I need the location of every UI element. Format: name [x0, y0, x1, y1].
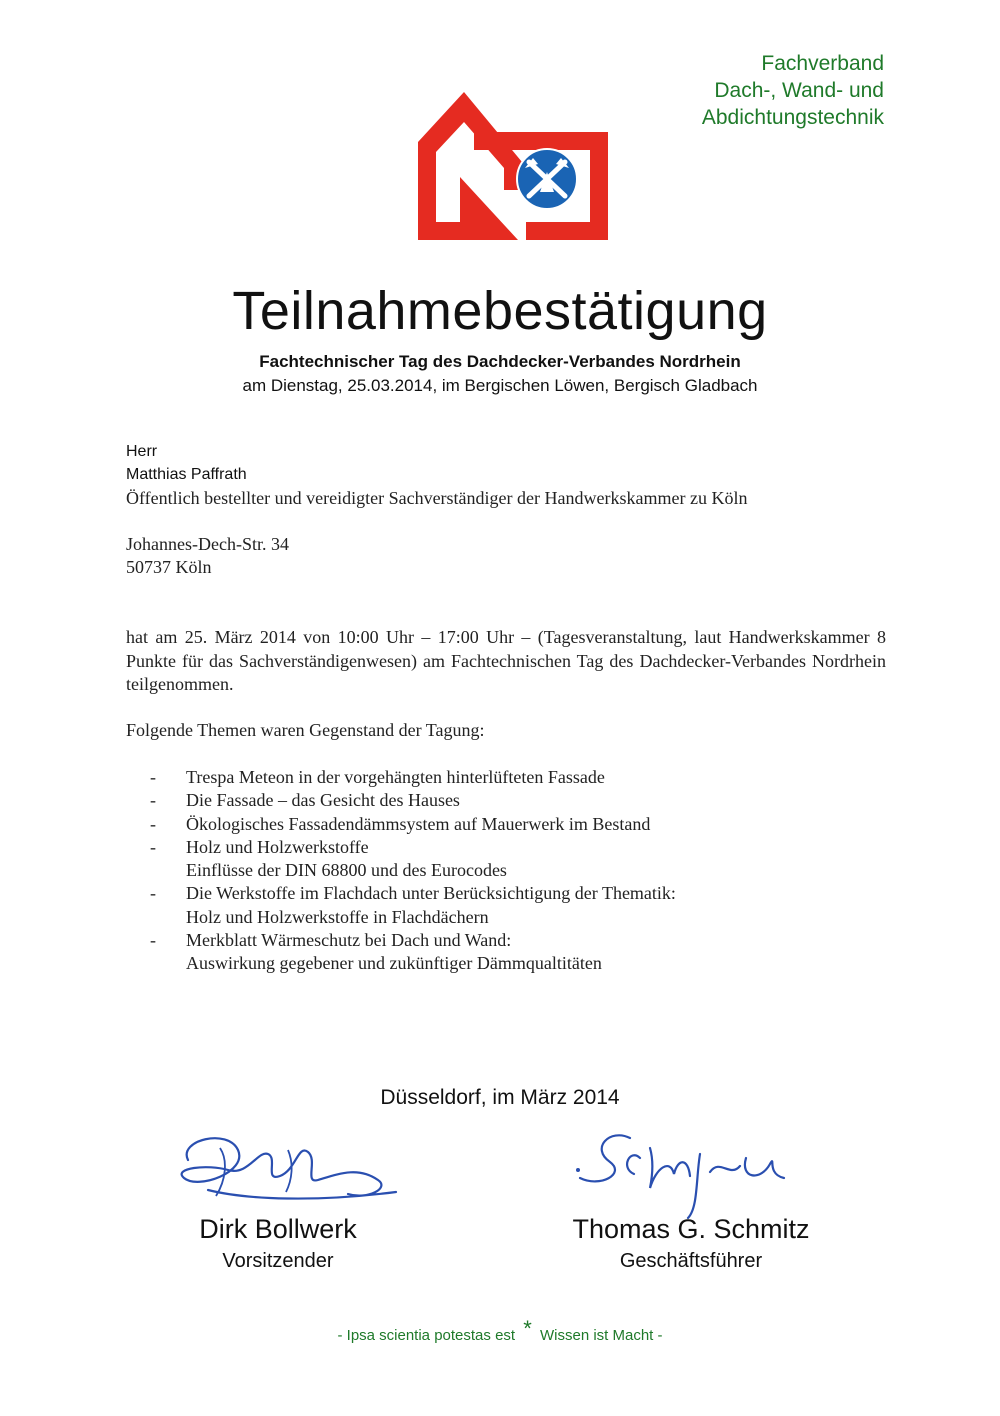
list-dash: -	[150, 836, 156, 857]
motto-star: *	[523, 1316, 532, 1341]
topic-line: Merkblatt Wärmeschutz bei Dach und Wand:	[186, 930, 512, 951]
list-item	[150, 766, 850, 789]
topic-line: Trespa Meteon in der vorgehängten hinterlüfteten Fassade	[186, 767, 605, 787]
page-title: Teilnahmebestätigung	[232, 281, 768, 341]
topic-line: Die Werkstoffe im Flachdach unter Berücksichtigung der Thematik:	[186, 883, 676, 904]
organization-name	[702, 50, 884, 131]
list-item	[150, 836, 850, 883]
list-dash: -	[150, 790, 156, 811]
list-dash: -	[150, 930, 156, 951]
topic-line: Die Fassade – das Gesicht des Hauses	[186, 790, 460, 811]
recipient-street: Johannes-Dech-Str. 34	[126, 534, 289, 554]
event-subtitle: Fachtechnischer Tag des Dachdecker-Verbandes Nordrhein	[259, 352, 741, 371]
list-item	[150, 813, 850, 836]
motto-latin: - Ipsa scientia potestas est	[337, 1327, 516, 1344]
signatory-role: Vorsitzender	[222, 1250, 334, 1272]
signatory-name: Thomas G. Schmitz	[572, 1214, 810, 1244]
recipient-salutation: Herr	[126, 443, 158, 460]
topic-line: Holz und Holzwerkstoffe	[186, 836, 369, 857]
organization-line-3: Abdichtungstechnik	[701, 106, 884, 129]
footer-motto	[0, 1316, 1000, 1346]
list-dash: -	[150, 883, 156, 904]
topic-line: Ökologisches Fassadendämmsystem auf Mauerwerk im Bestand	[186, 813, 651, 834]
list-dash: -	[150, 813, 156, 834]
signature-bollwerk-icon	[168, 1120, 408, 1216]
list-dash: -	[150, 767, 156, 787]
list-item	[150, 929, 850, 976]
roofer-association-logo-icon	[418, 92, 608, 240]
topic-subline: Holz und Holzwerkstoffe in Flachdächern	[186, 906, 489, 927]
place-date: Düsseldorf, im März 2014	[380, 1086, 620, 1109]
recipient-name: Matthias Paffrath	[126, 466, 247, 483]
list-item	[150, 882, 850, 929]
organization-line-2: Dach-, Wand- und	[714, 79, 884, 102]
event-date-location: am Dienstag, 25.03.2014, im Bergischen Löwen, Bergisch Gladbach	[242, 376, 758, 395]
recipient-city: 50737 Köln	[126, 557, 212, 577]
topics-intro: Folgende Themen waren Gegenstand der Tagung:	[126, 720, 485, 740]
list-item	[150, 789, 850, 812]
motto-german: Wissen ist Macht -	[539, 1327, 663, 1344]
signatory-role: Geschäftsführer	[619, 1250, 763, 1272]
signatory-name: Dirk Bollwerk	[199, 1214, 357, 1244]
signature-schmitz-icon	[570, 1118, 810, 1228]
organization-line-1: Fachverband	[761, 52, 884, 75]
topic-subline: Auswirkung gegebener und zukünftiger Dämmqualtitäten	[186, 953, 602, 974]
topic-subline: Einflüsse der DIN 68800 und des Eurocodes	[186, 860, 507, 881]
recipient-qualification: Öffentlich bestellter und vereidigter Sachverständiger der Handwerkskammer zu Köln	[126, 488, 748, 508]
attendance-paragraph: hat am 25. März 2014 von 10:00 Uhr – 17:00 Uhr – (Tagesveranstaltung, laut Handwerkskammer 8 Punkte für das Sachverständigenwesen) am Fachtechnischen Tag des Dachdecker-Verbandes Nordrhein teilgenommen.	[126, 627, 886, 694]
topics-list	[150, 766, 850, 976]
